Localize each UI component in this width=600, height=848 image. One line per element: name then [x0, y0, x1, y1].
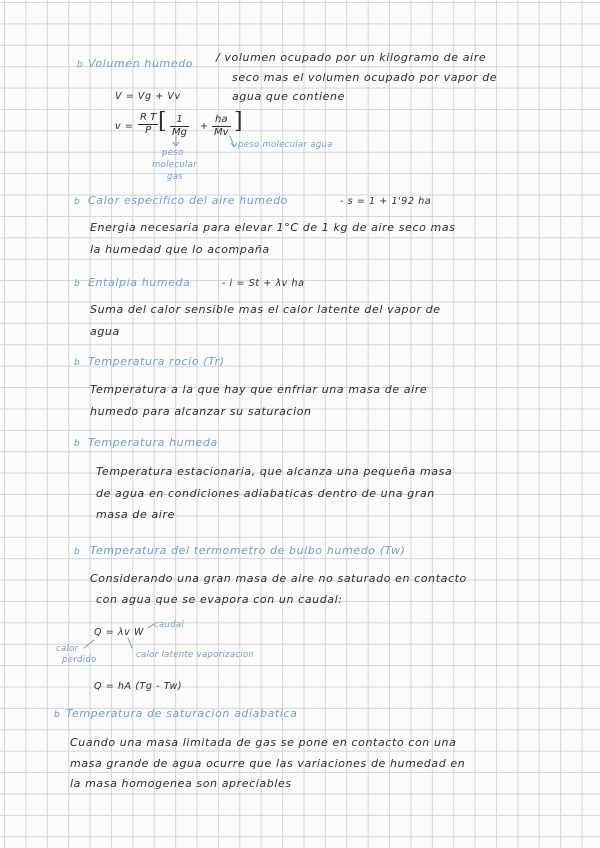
volumen-def-line-2: seco mas el volumen ocupado por vapor de: [232, 71, 498, 84]
heading-temperatura-humeda: Temperatura humeda: [88, 436, 218, 449]
volumen-equation-2-lhs: v =: [115, 121, 134, 132]
annotation-gas: gas: [167, 172, 183, 182]
calor-formula: - s = 1 + 1'92 ha: [340, 196, 432, 207]
arrow-calor-perdido: [84, 640, 94, 648]
bullet-calor: b: [74, 197, 80, 207]
heading-entalpia-humeda: Entalpia humeda: [88, 276, 191, 289]
entalpia-line-2: agua: [90, 325, 120, 338]
entalpia-line-1: Suma del calor sensible mas el calor latente del vapor de: [90, 303, 441, 316]
rocio-line-2: humedo para alcanzar su saturacion: [90, 405, 312, 418]
bullet-humeda: b: [74, 439, 80, 449]
annotation-calor: calor: [56, 644, 79, 654]
humeda-line-1: Temperatura estacionaria, que alcanza una pequeña masa: [96, 465, 453, 478]
rocio-line-1: Temperatura a la que hay que enfriar una masa de aire: [90, 383, 428, 396]
heading-temperatura-rocio: Temperatura rocio (Tr): [88, 355, 225, 368]
annotation-perdido: perdido: [62, 655, 97, 665]
termometro-equation-1: Q = λv W: [94, 627, 144, 638]
plus-sign: +: [200, 121, 209, 132]
annotation-molecular: molecular: [152, 160, 197, 170]
calor-line-1: Energia necesaria para elevar 1°C de 1 kg de aire seco mas: [90, 221, 456, 234]
annotation-calor-latente: calor latente vaporizacion: [136, 650, 255, 660]
annotation-caudal: caudal: [154, 620, 185, 630]
bracket-close: ]: [234, 109, 243, 134]
bullet-saturacion: b: [54, 710, 60, 720]
humeda-line-2: de agua en condiciones adiabaticas dentro de una gran: [96, 487, 435, 500]
termometro-equation-2: Q = hA (Tg - Tw): [94, 681, 183, 692]
saturacion-line-2: masa grande de agua ocurre que las variaciones de humedad en: [70, 757, 466, 770]
heading-volumen-humedo: Volumen humedo: [88, 57, 194, 70]
volumen-def-line-1: / volumen ocupado por un kilogramo de aire: [216, 51, 487, 64]
saturacion-line-3: la masa homogenea son apreciables: [70, 777, 292, 790]
heading-saturacion-adiabatica: Temperatura de saturacion adiabatica: [66, 707, 298, 720]
bullet-termometro: b: [74, 547, 80, 557]
fraction-rt-over-p: $\frac{\text{R T}}{P}$: [140, 112, 157, 136]
termometro-line-2: con agua que se evapora con un caudal:: [96, 593, 343, 606]
bullet-volumen: b: [77, 60, 83, 70]
fraction-ha-over-mv: $\frac{ha}{Mv}$: [214, 114, 229, 138]
entalpia-formula: - i = St + λv ha: [222, 278, 305, 289]
humeda-line-3: masa de aire: [96, 508, 175, 521]
arrow-peso-molecular-agua: [230, 136, 234, 146]
calor-line-2: la humedad que lo acompaña: [90, 243, 270, 256]
bullet-rocio: b: [74, 358, 80, 368]
volumen-def-line-3: agua que contiene: [232, 90, 345, 103]
volumen-equation-1: V = Vg + Vv: [115, 91, 181, 102]
annotation-peso-molecular-agua: peso molecular agua: [238, 140, 333, 150]
annotation-peso: peso: [162, 148, 184, 158]
heading-calor-especifico: Calor especifico del aire humedo: [88, 194, 289, 207]
saturacion-line-1: Cuando una masa limitada de gas se pone en contacto con una: [70, 736, 457, 749]
bracket-open: [: [158, 109, 167, 134]
fraction-1-over-mg: $\frac{1}{Mg}$: [172, 114, 187, 138]
heading-temperatura-termometro: Temperatura del termometro de bulbo humedo (Tw): [90, 544, 406, 557]
bullet-entalpia: b: [74, 279, 80, 289]
arrow-head-agua: [231, 143, 237, 147]
termometro-line-1: Considerando una gran masa de aire no saturado en contacto: [90, 572, 467, 585]
